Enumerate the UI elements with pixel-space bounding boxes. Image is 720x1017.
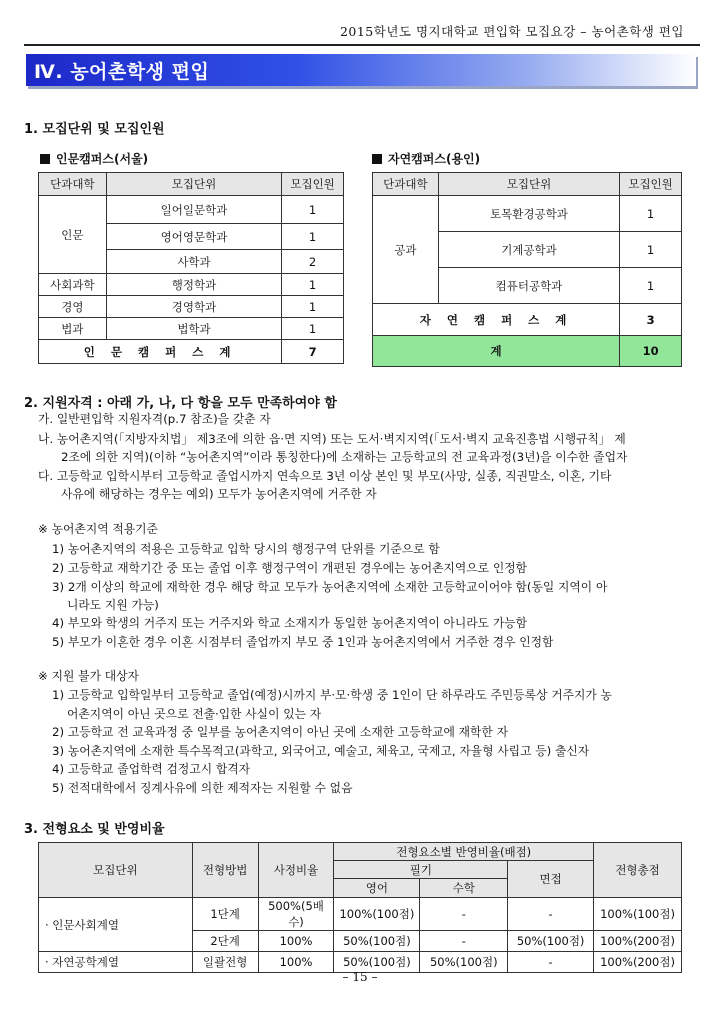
interview-cell: - (508, 952, 594, 973)
total-cell: 100%(200점) (594, 931, 682, 952)
unit-cell: 영어영문학과 (106, 224, 281, 250)
unit-cell: 토목환경공학과 (438, 196, 619, 232)
unit-cell: 경영학과 (106, 296, 281, 318)
table-row (39, 274, 344, 296)
criteria-item: 니라도 지원 가능) (67, 598, 159, 612)
table-row (39, 196, 344, 224)
table-row (39, 898, 682, 931)
ineligible-title: ※ 지원 불가 대상자 (38, 669, 139, 683)
eligibility-line: 나. 농어촌지역(「지방자치법」 제3조에 의한 읍·면 지역) 또는 도서·벽지지역(「도서·벽지 교육진흥법 시행규칙」 제 (38, 432, 626, 446)
total-cell: 100%(100점) (594, 898, 682, 931)
method-cell: 2단계 (192, 931, 258, 952)
unit-cell: 일어일문학과 (106, 196, 281, 224)
header-cell: 전형총점 (594, 843, 682, 898)
ineligible-item: 5) 전적대학에서 징계사유에 의한 제적자는 지원할 수 없음 (52, 781, 353, 795)
seoul-title: 인문캠퍼스(서울) (56, 152, 149, 166)
interview-cell: - (508, 898, 594, 931)
total-label: 인 문 캠 퍼 스 계 (39, 340, 282, 364)
grand-total-label: 계 (373, 336, 620, 367)
college-cell: 법과 (39, 318, 107, 340)
section3-title: 3. 전형요소 및 반영비율 (24, 822, 165, 837)
total-label: 자 연 캠 퍼 스 계 (373, 304, 620, 336)
count-cell: 1 (282, 274, 344, 296)
total-row (373, 304, 682, 336)
chapter-banner (26, 54, 696, 86)
header-cell: 면접 (508, 861, 594, 898)
table-header-row (39, 843, 682, 861)
chapter-title: Ⅳ. 농어촌학생 편입 (34, 61, 210, 83)
eligibility-line: 다. 고등학교 입학시부터 고등학교 졸업시까지 연속으로 3년 이상 본인 및 부모(사망, 실종, 직권말소, 이혼, 기타 (38, 469, 612, 483)
unit-cell: 기계공학과 (438, 232, 619, 268)
header-cell: 사정비율 (258, 843, 334, 898)
section1-title: 1. 모집단위 및 모집인원 (24, 122, 165, 137)
unit-cell: 법학과 (106, 318, 281, 340)
interview-cell: 50%(100점) (508, 931, 594, 952)
header-cell: 단과대학 (373, 173, 439, 196)
header-cell: 영어 (334, 879, 420, 898)
unit-cell: 컴퓨터공학과 (438, 268, 619, 304)
seoul-subtitle (40, 150, 148, 167)
header-cell: 전형요소별 반영비율(배점) (334, 843, 594, 861)
criteria-title: ※ 농어촌지역 적용기준 (38, 522, 158, 536)
english-cell: 100%(100점) (334, 898, 420, 931)
count-cell: 1 (282, 196, 344, 224)
table-row (39, 318, 344, 340)
college-cell: 경영 (39, 296, 107, 318)
seoul-table (38, 172, 344, 364)
eligibility-line: 2조에 의한 지역)(이하 “농어촌지역”이라 통칭한다)에 소재하는 고등학교의 전 교육과정(3년)을 이수한 졸업자 (61, 450, 628, 464)
ineligible-item: 어촌지역이 아닌 곳으로 전출·입한 사실이 있는 자 (67, 707, 322, 721)
yongin-title: 자연캠퍼스(용인) (388, 152, 481, 166)
criteria-item: 4) 부모와 학생의 거주지 또는 거주지와 학교 소재지가 동일한 농어촌지역이 아니라도 가능함 (52, 616, 528, 630)
english-cell: 50%(100점) (334, 952, 420, 973)
math-cell: - (420, 931, 508, 952)
criteria-item: 1) 농어촌지역의 적용은 고등학교 입학 당시의 행정구역 단위를 기준으로 함 (52, 542, 440, 556)
total-cell: 100%(200점) (594, 952, 682, 973)
total-row (39, 340, 344, 364)
table-header-row (39, 173, 344, 196)
total-value: 7 (282, 340, 344, 364)
count-cell: 2 (282, 250, 344, 274)
grand-total-row (373, 336, 682, 367)
criteria-item: 3) 2개 이상의 학교에 재학한 경우 해당 학교 모두가 농어촌지역에 소재한 고등학교이어야 함(동일 지역이 아 (52, 580, 608, 594)
header-title: 2015학년도 명지대학교 편입학 모집요강 – 농어촌학생 편입 (339, 24, 684, 39)
header-cell: 모집단위 (39, 843, 193, 898)
table-header-row (373, 173, 682, 196)
ineligible-item: 2) 고등학교 전 교육과정 중 일부를 농어촌지역이 아닌 곳에 소재한 고등학교에 재학한 자 (52, 725, 508, 739)
eligibility-line: 사유에 해당하는 경우는 예외) 모두가 농어촌지역에 거주한 자 (61, 487, 377, 501)
english-cell: 50%(100점) (334, 931, 420, 952)
header-cell: 모집인원 (620, 173, 682, 196)
criteria-item: 5) 부모가 이혼한 경우 이혼 시점부터 졸업까지 부모 중 1인과 농어촌지역에서 거주한 경우 인정함 (52, 635, 554, 649)
header-cell: 모집단위 (106, 173, 281, 196)
eligibility-line: 가. 일반편입학 지원자격(p.7 참조)을 갖춘 자 (38, 412, 271, 426)
header-cell: 단과대학 (39, 173, 107, 196)
unit-cell: · 자연공학계열 (39, 952, 193, 973)
total-value: 3 (620, 304, 682, 336)
header-cell: 수학 (420, 879, 508, 898)
method-cell: 일괄전형 (192, 952, 258, 973)
square-bullet-icon (40, 154, 50, 164)
square-bullet-icon (372, 154, 382, 164)
table-row (39, 296, 344, 318)
count-cell: 1 (620, 196, 682, 232)
selection-table (38, 842, 682, 973)
screen-cell: 500%(5배수) (258, 898, 334, 931)
table-row (373, 196, 682, 232)
page-number: – 15 – (342, 970, 378, 984)
yongin-subtitle (372, 150, 480, 167)
unit-cell: 사학과 (106, 250, 281, 274)
header-cell: 모집단위 (438, 173, 619, 196)
grand-total-value: 10 (620, 336, 682, 367)
yongin-table (372, 172, 682, 367)
college-cell: 공과 (373, 196, 439, 304)
section2-title: 2. 지원자격 : 아래 가, 나, 다 항을 모두 만족하여야 함 (24, 396, 337, 411)
college-cell: 사회과학 (39, 274, 107, 296)
unit-cell: · 인문사회계열 (39, 898, 193, 952)
header-cell: 모집인원 (282, 173, 344, 196)
ineligible-item: 4) 고등학교 졸업학력 검정고시 합격자 (52, 762, 251, 776)
count-cell: 1 (282, 224, 344, 250)
count-cell: 1 (282, 296, 344, 318)
ineligible-item: 3) 농어촌지역에 소재한 특수목적고(과학고, 외국어고, 예술고, 체육고, 국제고, 자율형 사립고 등) 출신자 (52, 744, 590, 758)
page-header (24, 18, 700, 46)
screen-cell: 100% (258, 931, 334, 952)
header-cell: 필기 (334, 861, 508, 879)
criteria-item: 2) 고등학교 재학기간 중 또는 졸업 이후 행정구역이 개편된 경우에는 농어촌지역으로 인정함 (52, 561, 528, 575)
unit-cell: 행정학과 (106, 274, 281, 296)
count-cell: 1 (282, 318, 344, 340)
screen-cell: 100% (258, 952, 334, 973)
math-cell: 50%(100점) (420, 952, 508, 973)
count-cell: 1 (620, 232, 682, 268)
header-cell: 전형방법 (192, 843, 258, 898)
method-cell: 1단계 (192, 898, 258, 931)
count-cell: 1 (620, 268, 682, 304)
math-cell: - (420, 898, 508, 931)
college-cell: 인문 (39, 196, 107, 274)
ineligible-item: 1) 고등학교 입학일부터 고등학교 졸업(예정)시까지 부·모·학생 중 1인이 단 하루라도 주민등록상 거주지가 농 (52, 688, 612, 702)
